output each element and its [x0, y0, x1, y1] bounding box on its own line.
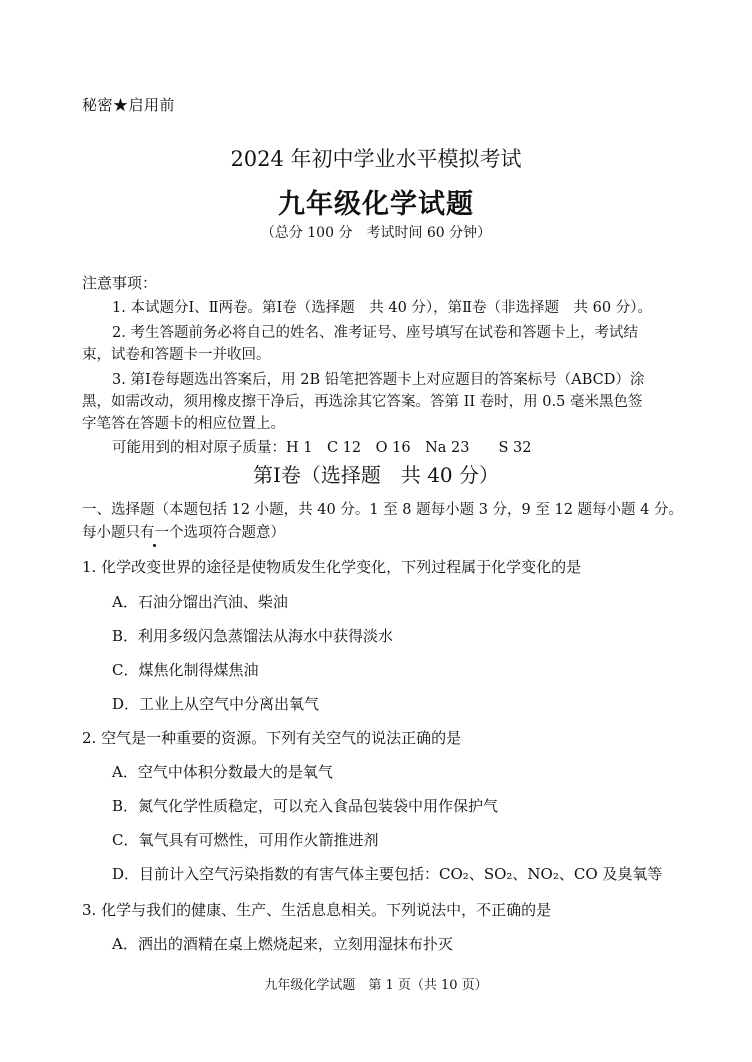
- notice-item-3-line-2: 黑，如需改动，须用橡皮擦干净后，再选涂其它答案。答第 II 卷时，用 0.5 毫米黑色签: [82, 394, 643, 410]
- subject-title: 九年级化学试题: [278, 189, 474, 220]
- question-1-option-d: D．工业上从空气中分离出氧气: [112, 695, 320, 713]
- part-1-title: 第Ⅰ卷（选择题 共 40 分）: [252, 463, 500, 487]
- page-footer: 九年级化学试题 第 1 页（共 10 页）: [264, 978, 488, 993]
- section-1-instructions-line-1: 一、选择题（本题包括 12 小题，共 40 分。1 至 8 题每小题 3 分，9 至 12 题每小题 4 分。: [82, 502, 684, 518]
- notice-item-3-line-1: 3. 第Ⅰ卷每题选出答案后，用 2B 铅笔把答题卡上对应题目的答案标号（ABCD）涂: [112, 372, 645, 388]
- exam-title: 2024 年初中学业水平模拟考试: [230, 147, 522, 171]
- question-2-option-a: A．空气中体积分数最大的是氧气: [112, 763, 333, 781]
- question-2-option-b: B．氮气化学性质稳定，可以充入食品包装袋中用作保护气: [112, 797, 499, 815]
- question-1-option-c: C．煤焦化制得煤焦油: [112, 661, 259, 679]
- notice-item-2-line-1: 2. 考生答题前务必将自己的姓名、准考证号、座号填写在试卷和答题卡上，考试结: [112, 325, 638, 341]
- instruction-post: 选项符合题意）: [183, 525, 285, 541]
- confidential-label: 秘密★启用前: [82, 96, 176, 114]
- notice-item-2-line-2: 束，试卷和答题卡一并收回。: [82, 347, 271, 363]
- question-2-option-c: C．氧气具有可燃性，可用作火箭推进剂: [112, 831, 379, 849]
- question-3-option-a: A．洒出的酒精在桌上燃烧起来，立刻用湿抹布扑灭: [112, 935, 453, 953]
- question-2-option-d: D．目前计入空气污染指数的有害气体主要包括：CO₂、SO₂、NO₂、CO 及臭氧等: [112, 865, 663, 883]
- question-1-option-a: A．石油分馏出汽油、柴油: [112, 593, 288, 611]
- instruction-pre: 每小题: [82, 525, 126, 541]
- question-2-stem: 2. 空气是一种重要的资源。下列有关空气的说法正确的是: [82, 729, 462, 747]
- question-1-stem: 1. 化学改变世界的途径是使物质发生化学变化，下列过程属于化学变化的是: [82, 558, 582, 576]
- emphasis-only-one: 只有一个: [126, 521, 184, 542]
- atomic-masses: 可能用到的相对原子质量：H 1 C 12 O 16 Na 23 S 32: [112, 440, 532, 456]
- section-1-instructions-line-2: [82, 521, 285, 542]
- question-3-stem: 3. 化学与我们的健康、生产、生活息息相关。下列说法中，不正确的是: [82, 901, 552, 919]
- notice-heading: 注意事项：: [82, 274, 158, 292]
- exam-info: （总分 100 分 考试时间 60 分钟）: [260, 225, 492, 241]
- question-1-option-b: B．利用多级闪急蒸馏法从海水中获得淡水: [112, 627, 394, 645]
- notice-item-3-line-3: 字笔答在答题卡的相应位置上。: [82, 416, 285, 432]
- notice-item-1: 1. 本试题分Ⅰ、Ⅱ两卷。第Ⅰ卷（选择题 共 40 分），第Ⅱ卷（非选择题 共 60 分）。: [112, 300, 652, 316]
